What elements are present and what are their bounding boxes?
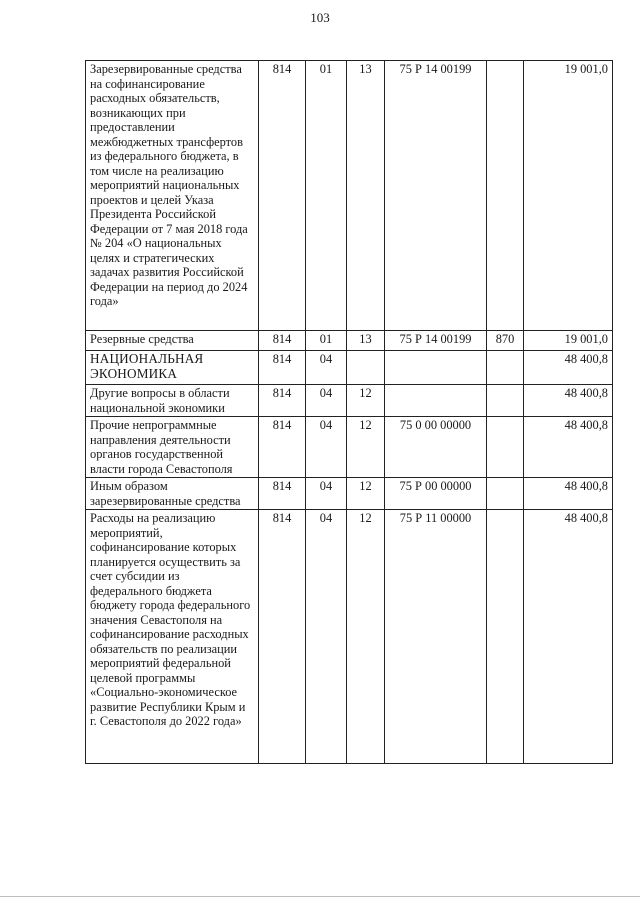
sum-cell: 48 400,8 <box>524 417 613 478</box>
ved-cell: 814 <box>259 510 306 764</box>
subsection-cell <box>347 351 385 385</box>
target-article-cell: 75 Р 14 00199 <box>385 331 487 351</box>
section-cell: 01 <box>306 61 347 331</box>
table-row <box>86 61 613 331</box>
sum-cell: 48 400,8 <box>524 478 613 510</box>
table-row <box>86 351 613 385</box>
row-name-cell: Прочие непрограммные направления деятельности органов государственной власти города Севастополя <box>86 417 259 478</box>
subsection-cell: 12 <box>347 417 385 478</box>
subsection-cell: 12 <box>347 510 385 764</box>
ved-cell: 814 <box>259 331 306 351</box>
sum-cell: 48 400,8 <box>524 351 613 385</box>
row-name-cell: Резервные средства <box>86 331 259 351</box>
target-article-cell: 75 0 00 00000 <box>385 417 487 478</box>
row-name-cell: Зарезервированные средства на софинансирование расходных обязательств, возникающих при предоставлении межбюджетных трансфертов из федерального бюджета, в том числе на реализацию мероприятий национальных проектов и целей Указа Президента Российской Федерации от 7 мая 2018 года № 204 «О национальных целях и стратегических задачах развития Российской Федерации на период до 2024 года» <box>86 61 259 331</box>
sum-cell: 19 001,0 <box>524 61 613 331</box>
expense-type-cell <box>487 61 524 331</box>
sum-cell: 19 001,0 <box>524 331 613 351</box>
expense-type-cell <box>487 417 524 478</box>
target-article-cell <box>385 385 487 417</box>
subsection-cell: 12 <box>347 385 385 417</box>
page-number: 103 <box>310 10 330 25</box>
expense-type-cell <box>487 478 524 510</box>
subsection-cell: 13 <box>347 331 385 351</box>
table-row <box>86 478 613 510</box>
table-row <box>86 331 613 351</box>
target-article-cell <box>385 351 487 385</box>
ved-cell: 814 <box>259 385 306 417</box>
section-cell: 04 <box>306 417 347 478</box>
expense-type-cell <box>487 351 524 385</box>
sum-cell: 48 400,8 <box>524 510 613 764</box>
section-cell: 04 <box>306 478 347 510</box>
target-article-cell: 75 Р 00 00000 <box>385 478 487 510</box>
expense-type-cell <box>487 385 524 417</box>
section-cell: 04 <box>306 385 347 417</box>
row-name-cell: НАЦИОНАЛЬНАЯ ЭКОНОМИКА <box>86 351 259 385</box>
sum-cell: 48 400,8 <box>524 385 613 417</box>
subsection-cell: 13 <box>347 61 385 331</box>
scan-artifact-line <box>0 896 640 897</box>
ved-cell: 814 <box>259 61 306 331</box>
budget-table <box>85 60 613 764</box>
section-cell: 01 <box>306 331 347 351</box>
subsection-cell: 12 <box>347 478 385 510</box>
expense-type-cell: 870 <box>487 331 524 351</box>
expense-type-cell <box>487 510 524 764</box>
target-article-cell: 75 Р 11 00000 <box>385 510 487 764</box>
ved-cell: 814 <box>259 351 306 385</box>
ved-cell: 814 <box>259 417 306 478</box>
table-row <box>86 510 613 764</box>
table-row <box>86 385 613 417</box>
table-row <box>86 417 613 478</box>
target-article-cell: 75 Р 14 00199 <box>385 61 487 331</box>
row-name-cell: Расходы на реализацию мероприятий, софинансирование которых планируется осуществить за счет субсидии из федерального бюджета бюджету города федерального значения Севастополя на софинансирование расходных обязательств по реализации мероприятий федеральной целевой программы «Социально-экономическое развитие Республики Крым и г. Севастополя до 2022 года» <box>86 510 259 764</box>
row-name-cell: Иным образом зарезервированные средства <box>86 478 259 510</box>
section-cell: 04 <box>306 510 347 764</box>
section-cell: 04 <box>306 351 347 385</box>
ved-cell: 814 <box>259 478 306 510</box>
row-name-cell: Другие вопросы в области национальной экономики <box>86 385 259 417</box>
